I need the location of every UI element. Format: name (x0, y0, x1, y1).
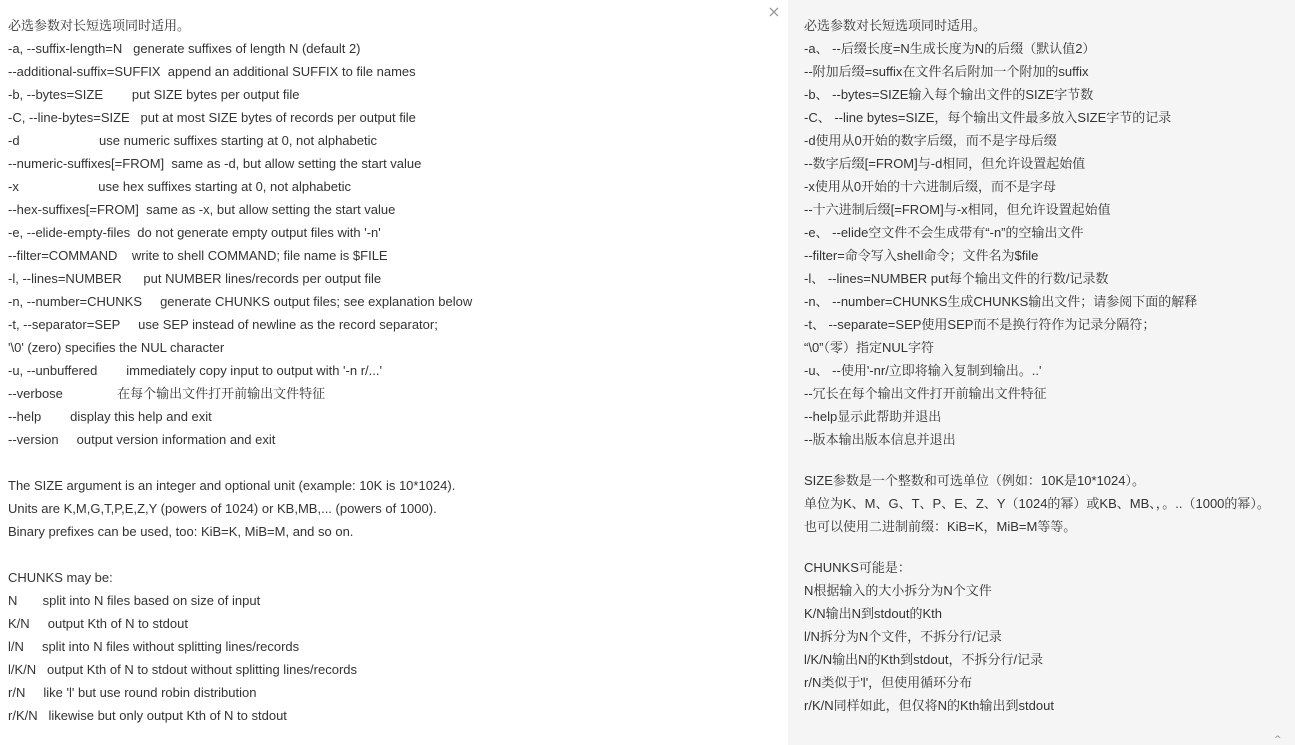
original-text-line: --numeric-suffixes[=FROM] same as -d, but allow setting the start value (8, 156, 422, 171)
original-text-line: CHUNKS may be: (8, 570, 113, 585)
original-text-line: l/N split into N files without splitting lines/records (8, 639, 300, 654)
translation-text-line: --版本输出版本信息并退出 (804, 432, 956, 447)
original-text-line: --version output version information and exit (8, 432, 276, 447)
close-icon[interactable]: × (767, 2, 781, 21)
original-text-line: -n, --number=CHUNKS generate CHUNKS output files; see explanation below (8, 294, 473, 309)
original-text-line: The SIZE argument is an integer and optional unit (example: 10K is 10*1024). (8, 478, 456, 493)
original-text-line: Binary prefixes can be used, too: KiB=K, MiB=M, and so on. (8, 524, 354, 539)
original-text-line: --verbose 在每个输出文件打开前输出文件特征 (8, 386, 326, 401)
original-text-line: --additional-suffix=SUFFIX append an additional SUFFIX to file names (8, 64, 416, 79)
translation-text-line: r/N类似于'l'，但使用循环分布 (804, 675, 973, 690)
translation-text-line: --附加后缀=suffix在文件名后附加一个附加的suffix (804, 64, 1089, 79)
translation-text-line: -d使用从0开始的数字后缀，而不是字母后缀 (804, 133, 1057, 148)
translation-pane (788, 0, 1295, 745)
translation-text-line: -u、 --使用'-nr/立即将输入复制到输出。..' (804, 363, 1042, 378)
translation-text-line: N根据输入的大小拆分为N个文件 (804, 583, 992, 598)
translation-text-line: “\0”（零）指定NUL字符 (804, 340, 935, 355)
translation-text-line: K/N输出N到stdout的Kth (804, 606, 942, 621)
original-text-line: 必选参数对长短选项同时适用。 (8, 18, 191, 33)
translation-text-line: --十六进制后缀[=FROM]与-x相同，但允许设置起始值 (804, 202, 1111, 217)
translation-text-line: --help显示此帮助并退出 (804, 409, 942, 424)
translation-text-line: -b、 --bytes=SIZE输入每个输出文件的SIZE字节数 (804, 87, 1094, 102)
original-text-line: K/N output Kth of N to stdout (8, 616, 188, 631)
original-text-line: r/K/N likewise but only output Kth of N to stdout (8, 708, 287, 723)
original-text-line: -u, --unbuffered immediately copy input to output with '-n r/...' (8, 363, 382, 378)
original-text-line: --hex-suffixes[=FROM] same as -x, but allow setting the start value (8, 202, 396, 217)
translation-text-lines (804, 14, 1290, 717)
translation-text-line: --filter=命令写入shell命令；文件名为$file (804, 248, 1039, 263)
original-text-line: -d use numeric suffixes starting at 0, not alphabetic (8, 133, 377, 148)
original-text-line: --help display this help and exit (8, 409, 212, 424)
original-text-line: -a, --suffix-length=N generate suffixes of length N (default 2) (8, 41, 361, 56)
translation-text-line: --数字后缀[=FROM]与-d相同，但允许设置起始值 (804, 156, 1086, 171)
translation-text-line: 也可以使用二进制前缀：KiB=K，MiB=M等等。 (804, 519, 1077, 534)
translation-text-line: -e、 --elide空文件不会生成带有“-n”的空输出文件 (804, 225, 1084, 240)
translation-text-line: CHUNKS可能是： (804, 560, 911, 575)
original-text-lines (8, 14, 778, 727)
translation-text-line: 单位为K、M、G、T、P、E、Z、Y（1024的幂）或KB、MB、，。..（1000的幂）。 (804, 496, 1270, 511)
original-text-line: -C, --line-bytes=SIZE put at most SIZE bytes of records per output file (8, 110, 416, 125)
original-text-line: '\0' (zero) specifies the NUL character (8, 340, 225, 355)
translation-text-line: 必选参数对长短选项同时适用。 (804, 18, 987, 33)
original-text-line: Units are K,M,G,T,P,E,Z,Y (powers of 1024) or KB,MB,... (powers of 1000). (8, 501, 437, 516)
resize-handle-icon[interactable]: ^ (1274, 735, 1282, 745)
original-text-line: -e, --elide-empty-files do not generate empty output files with '-n' (8, 225, 381, 240)
translation-text-line: -n、 --number=CHUNKS生成CHUNKS输出文件；请参阅下面的解释 (804, 294, 1198, 309)
original-text-line: -t, --separator=SEP use SEP instead of newline as the record separator; (8, 317, 438, 332)
original-text-line: r/N like 'l' but use round robin distribution (8, 685, 257, 700)
original-text-line: -l, --lines=NUMBER put NUMBER lines/records per output file (8, 271, 382, 286)
translation-text-line: -a、 --后缀长度=N生成长度为N的后缀（默认值2） (804, 41, 1096, 56)
translation-text-line: -l、 --lines=NUMBER put每个输出文件的行数/记录数 (804, 271, 1109, 286)
original-text-line: -b, --bytes=SIZE put SIZE bytes per output file (8, 87, 300, 102)
translation-text-line: --冗长在每个输出文件打开前输出文件特征 (804, 386, 1047, 401)
translation-text-line: -C、 --line bytes=SIZE，每个输出文件最多放入SIZE字节的记录 (804, 110, 1172, 125)
original-text-line (8, 543, 778, 566)
original-text-line: l/K/N output Kth of N to stdout without splitting lines/records (8, 662, 358, 677)
translation-text-line: -x使用从0开始的十六进制后缀，而不是字母 (804, 179, 1057, 194)
original-text-line: --filter=COMMAND write to shell COMMAND; file name is $FILE (8, 248, 388, 263)
translation-text-line (804, 451, 1290, 469)
translation-text-line (804, 538, 1290, 556)
translation-text-line: l/K/N输出N的Kth到stdout，不拆分行/记录 (804, 652, 1044, 667)
translation-text-line: -t、 --separate=SEP使用SEP而不是换行符作为记录分隔符； (804, 317, 1156, 332)
original-text-line: -x use hex suffixes starting at 0, not alphabetic (8, 179, 351, 194)
translation-text-line: l/N拆分为N个文件，不拆分行/记录 (804, 629, 1002, 644)
translation-text-line: SIZE参数是一个整数和可选单位（例如：10K是10*1024）。 (804, 473, 1145, 488)
original-text-line: N split into N files based on size of input (8, 593, 261, 608)
original-text-line (8, 451, 778, 474)
translation-text-line: r/K/N同样如此，但仅将N的Kth输出到stdout (804, 698, 1054, 713)
